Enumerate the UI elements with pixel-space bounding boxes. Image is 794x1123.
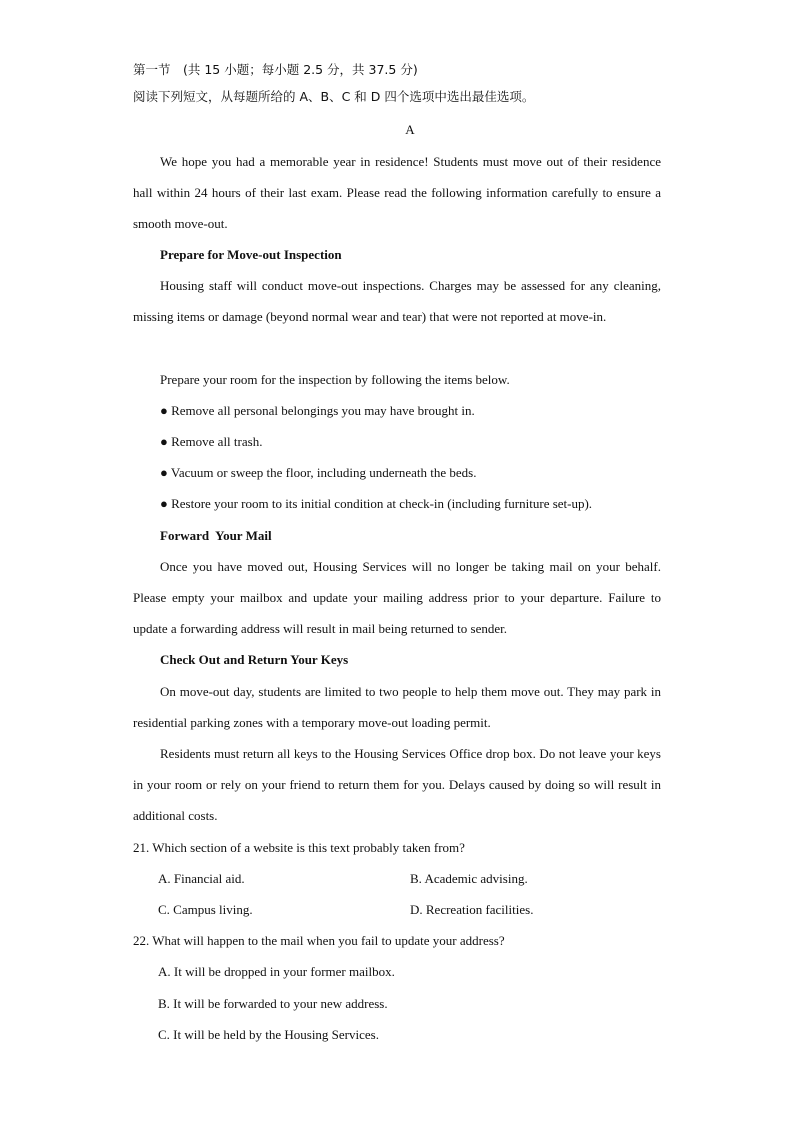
bullet-item: ● Remove all personal belongings you may have brought in. [160,403,475,418]
bullet-item: ● Vacuum or sweep the floor, including underneath the beds. [160,465,477,480]
question-21-stem: 21. Which section of a website is this text probably taken from? [133,840,465,855]
paragraph-prepare-room: Prepare your room for the inspection by following the items below. [160,372,510,387]
passage-intro: We hope you had a memorable year in residence! Students must move out of their residence hall within 24 hours of their last exam. Please read the following information carefully to ensure a smooth move-out. [133,154,661,232]
section-header: 第一节 (共 15 小题；每小题 2.5 分，共 37.5 分) [133,62,418,77]
heading-return-keys: Check Out and Return Your Keys [160,652,349,667]
heading-forward-mail: Forward Your Mail [160,528,272,543]
question-22-stem: 22. What will happen to the mail when you fail to update your address? [133,933,505,948]
bullet-item: ● Restore your room to its initial condition at check-in (including furniture set-up). [160,496,593,511]
question-21-option-c: C. Campus living. [158,902,253,917]
question-22-option-c: C. It will be held by the Housing Services. [158,1027,379,1042]
bullet-item: ● Remove all trash. [160,434,263,449]
passage-label: A [405,122,415,137]
question-21-option-a: A. Financial aid. [158,871,245,886]
question-22-option-a: A. It will be dropped in your former mailbox. [158,964,395,979]
question-22-option-b: B. It will be forwarded to your new address. [158,996,388,1011]
question-21-option-b: B. Academic advising. [410,871,528,886]
paragraph-inspection: Housing staff will conduct move-out inspections. Charges may be assessed for any cleaning, missing items or damage (beyond normal wear and tear) that were not reported at move-in. [133,278,661,325]
section-instruction: 阅读下列短文，从每题所给的 A、B、C 和 D 四个选项中选出最佳选项。 [133,89,535,104]
paragraph-mail: Once you have moved out, Housing Services will no longer be taking mail on your behalf. Please empty your mailbox and update your mailing address prior to your departure. Failure to update a forwarding address will result in mail being returned to sender. [133,559,661,637]
paragraph-return-keys: Residents must return all keys to the Housing Services Office drop box. Do not leave your keys in your room or rely on your friend to return them for you. Delays caused by doing so will result in additional costs. [133,746,661,824]
paragraph-move-out-day: On move-out day, students are limited to two people to help them move out. They may park in residential parking zones with a temporary move-out loading permit. [133,684,661,731]
question-21-option-d: D. Recreation facilities. [410,902,534,917]
heading-move-out-inspection: Prepare for Move-out Inspection [160,247,342,262]
